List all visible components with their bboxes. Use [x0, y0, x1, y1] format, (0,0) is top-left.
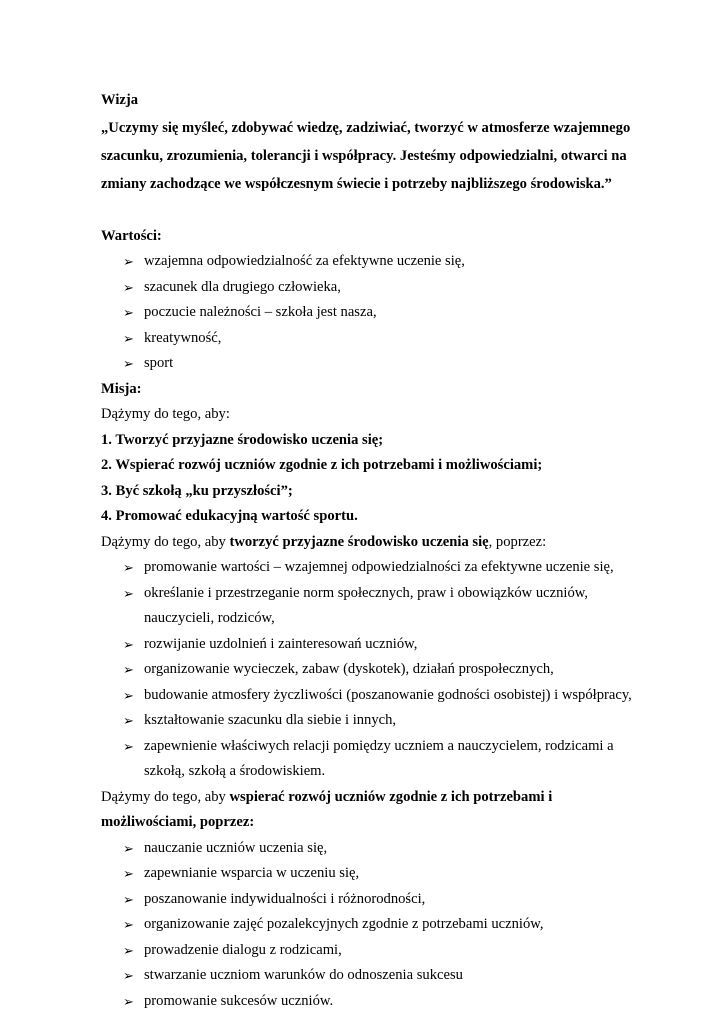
list-item: ➢ poczucie należności – szkoła jest nasza,	[101, 300, 661, 326]
mission-heading: Misja:	[101, 380, 142, 397]
list-item: ➢ poszanowanie indywidualności i różnorodności,	[101, 887, 661, 913]
section2-intro: Dążymy do tego, aby wspierać rozwój uczniów zgodnie z ich potrzebami i	[101, 788, 553, 805]
list-item: ➢ określanie i przestrzeganie norm społecznych, praw i obowiązków uczniów,	[101, 581, 661, 607]
list-item: ➢ promowanie wartości – wzajemnej odpowiedzialności za efektywne uczenie się,	[101, 555, 661, 581]
spacer	[101, 198, 661, 224]
vision-line: szacunku, zrozumienia, tolerancji i współpracy. Jesteśmy odpowiedzialni, otwarci na	[101, 147, 627, 164]
arrow-bullet-icon: ➢	[123, 279, 134, 295]
arrow-bullet-icon: ➢	[123, 330, 134, 346]
list-item: ➢ organizowanie wycieczek, zabaw (dyskotek), działań prospołecznych,	[101, 657, 661, 683]
arrow-bullet-icon: ➢	[123, 917, 134, 932]
vision-line: zmiany zachodzące we współczesnym świecie i potrzeby najbliższego środowiska.”	[101, 175, 612, 192]
section2-intro-continuation: możliwościami, poprzez:	[101, 814, 255, 830]
arrow-bullet-icon: ➢	[123, 662, 134, 677]
arrow-bullet-icon: ➢	[123, 713, 134, 728]
vision-line: „Uczymy się myśleć, zdobywać wiedzę, zadziwiać, tworzyć w atmosferze wzajemnego	[101, 119, 631, 136]
list-item: ➢ nauczanie uczniów uczenia się,	[101, 836, 661, 862]
arrow-bullet-icon: ➢	[123, 356, 134, 371]
list-item: ➢ stwarzanie uczniom warunków do odnoszenia sukcesu	[101, 963, 661, 989]
vision-heading: Wizja	[101, 92, 139, 108]
list-item: ➢ wzajemna odpowiedzialność za efektywne uczenie się,	[101, 249, 661, 275]
arrow-bullet-icon: ➢	[123, 866, 134, 881]
mission-goal: 4. Promować edukacyjną wartość sportu.	[101, 508, 358, 524]
document-content	[101, 88, 661, 1014]
list-item: ➢ prowadzenie dialogu z rodzicami,	[101, 938, 661, 964]
list-item: ➢ rozwijanie uzdolnień i zainteresowań uczniów,	[101, 632, 661, 658]
list-item: ➢ szacunek dla drugiego człowieka,	[101, 275, 661, 301]
mission-intro: Dążymy do tego, aby:	[101, 406, 230, 422]
arrow-bullet-icon: ➢	[123, 305, 134, 320]
list-item: ➢ organizowanie zajęć pozalekcyjnych zgodnie z potrzebami uczniów,	[101, 912, 661, 938]
arrow-bullet-icon: ➢	[123, 560, 134, 575]
list-item-continuation: nauczycieli, rodziców,	[144, 610, 275, 626]
arrow-bullet-icon: ➢	[123, 840, 134, 856]
arrow-bullet-icon: ➢	[123, 942, 134, 958]
mission-goal: 2. Wspierać rozwój uczniów zgodnie z ich potrzebami i możliwościami;	[101, 457, 543, 473]
list-item: ➢ promowanie sukcesów uczniów.	[101, 989, 661, 1015]
values-heading: Wartości:	[101, 227, 162, 244]
list-item-continuation: szkołą, szkołą a środowiskiem.	[144, 763, 326, 779]
arrow-bullet-icon: ➢	[123, 585, 134, 601]
arrow-bullet-icon: ➢	[123, 891, 134, 907]
mission-goal: 3. Być szkołą „ku przyszłości”;	[101, 482, 293, 499]
mission-goal: 1. Tworzyć przyjazne środowisko uczenia się;	[101, 431, 384, 448]
arrow-bullet-icon: ➢	[123, 254, 134, 269]
list-item: ➢ kształtowanie szacunku dla siebie i innych,	[101, 708, 661, 734]
list-item: ➢ zapewnianie wsparcia w uczeniu się,	[101, 861, 661, 887]
section1-intro: Dążymy do tego, aby tworzyć przyjazne środowisko uczenia się, poprzez:	[101, 533, 547, 550]
list-item: ➢ zapewnienie właściwych relacji pomiędzy uczniem a nauczycielem, rodzicami a	[101, 734, 661, 760]
list-item: ➢ sport	[101, 351, 661, 377]
arrow-bullet-icon: ➢	[123, 738, 134, 754]
list-item: ➢ kreatywność,	[101, 326, 661, 352]
arrow-bullet-icon: ➢	[123, 687, 134, 703]
arrow-bullet-icon: ➢	[123, 636, 134, 652]
arrow-bullet-icon: ➢	[123, 968, 134, 983]
arrow-bullet-icon: ➢	[123, 993, 134, 1009]
list-item: ➢ budowanie atmosfery życzliwości (poszanowanie godności osobistej) i współpracy,	[101, 683, 661, 709]
